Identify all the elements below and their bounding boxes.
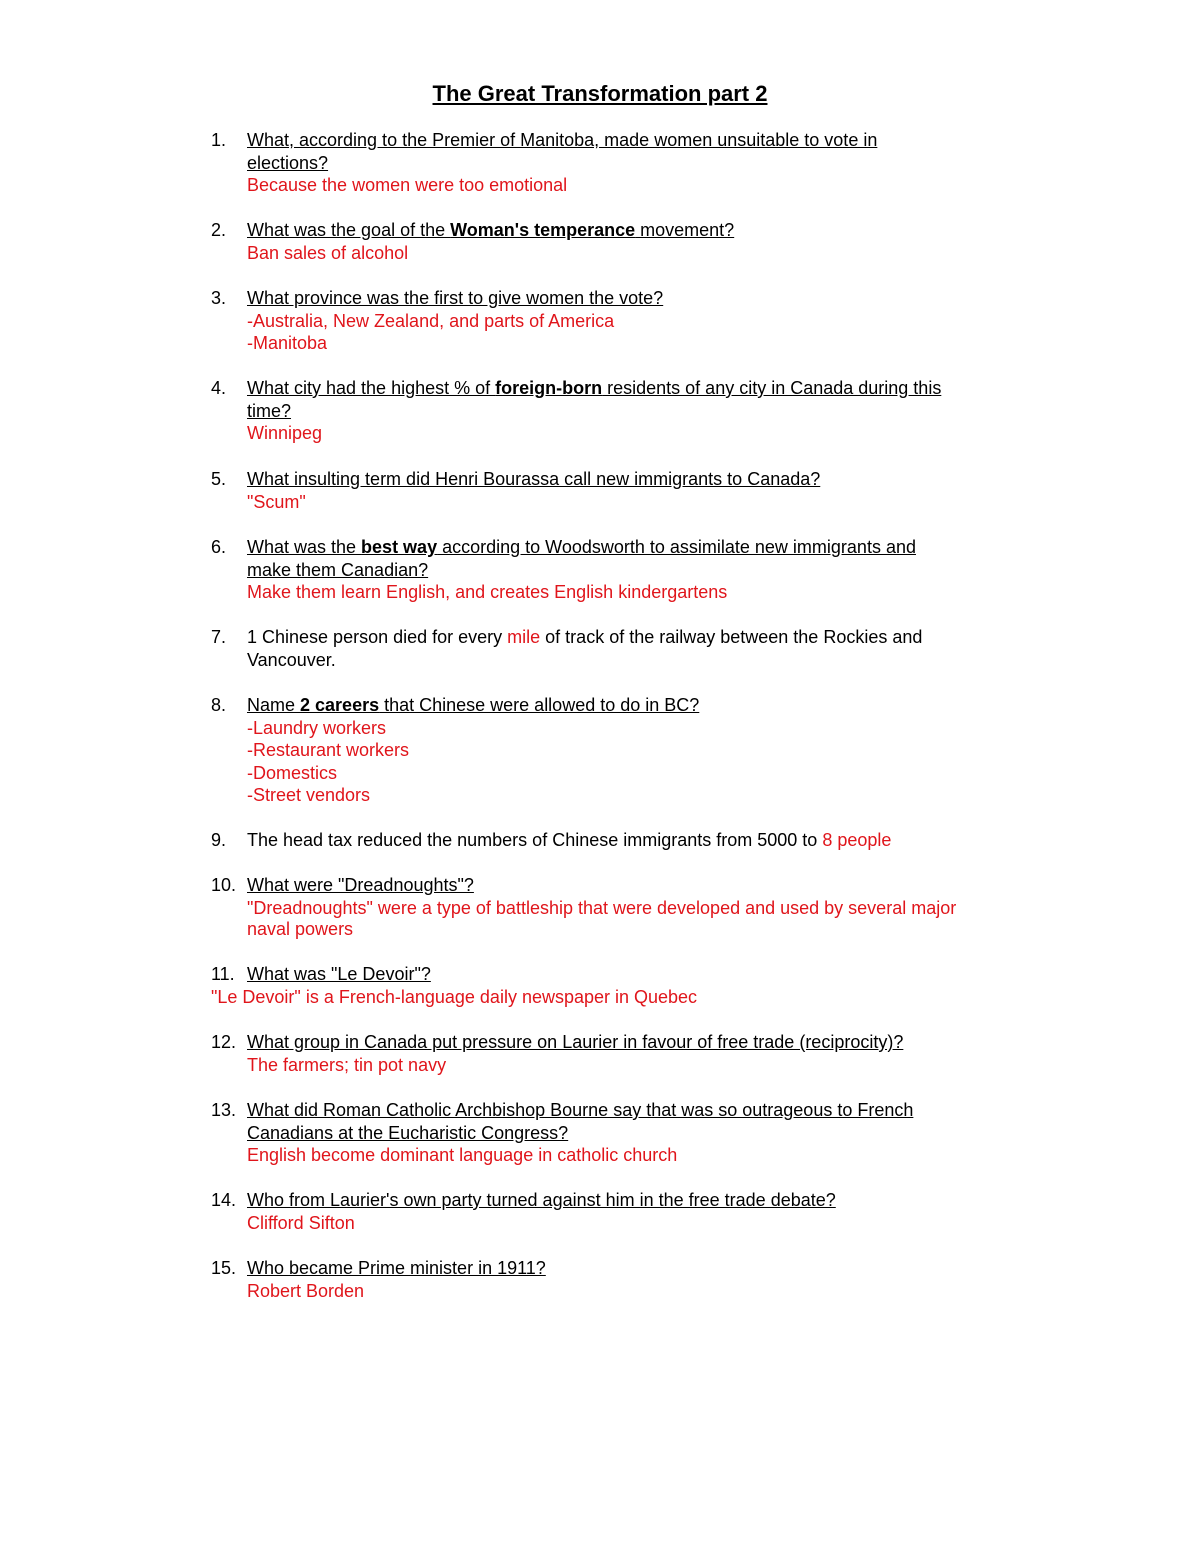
question-emphasis: best way bbox=[361, 537, 438, 557]
statement-text-cont: Vancouver. bbox=[247, 649, 336, 670]
question-number: 13. bbox=[211, 1100, 237, 1120]
question-text: What insulting term did Henri Bourassa call new immigrants to Canada? bbox=[247, 469, 821, 489]
question-number: 5. bbox=[211, 469, 227, 489]
question-number: 11. bbox=[211, 964, 235, 984]
question-number: 6. bbox=[211, 537, 227, 557]
answer-text: -Australia, New Zealand, and parts of America bbox=[247, 310, 615, 331]
answer-inline: mile bbox=[507, 627, 541, 647]
question-text: Who became Prime minister in 1911? bbox=[247, 1258, 546, 1278]
question-text-cont: time? bbox=[247, 400, 292, 421]
question-text: Who from Laurier's own party turned against him in the free trade debate? bbox=[247, 1190, 836, 1210]
question-number: 3. bbox=[211, 288, 227, 308]
answer-text: Ban sales of alcohol bbox=[247, 242, 409, 263]
answer-inline: 8 people bbox=[822, 830, 892, 850]
answer-text: naval powers bbox=[247, 919, 354, 939]
question-text-cont: make them Canadian? bbox=[247, 559, 429, 580]
answer-text: "Le Devoir" is a French-language daily newspaper in Quebec bbox=[211, 987, 698, 1007]
answer-text: -Manitoba bbox=[247, 333, 328, 353]
answer-text: The farmers; tin pot navy bbox=[247, 1054, 447, 1075]
answer-text: -Street vendors bbox=[247, 785, 371, 805]
question-text: What was the goal of the Woman's temperance movement? bbox=[247, 220, 735, 240]
question-number: 2. bbox=[211, 220, 227, 240]
question-text-cont: elections? bbox=[247, 152, 329, 173]
question-number: 8. bbox=[211, 695, 227, 715]
answer-text: English become dominant language in catholic church bbox=[247, 1145, 678, 1165]
question-text-cont: Canadians at the Eucharistic Congress? bbox=[247, 1122, 569, 1143]
document-title: The Great Transformation part 2 bbox=[432, 81, 768, 106]
answer-text: Make them learn English, and creates English kindergartens bbox=[247, 582, 728, 602]
answer-text: Clifford Sifton bbox=[247, 1212, 355, 1233]
question-number: 14. bbox=[211, 1190, 237, 1210]
answer-text: -Laundry workers bbox=[247, 717, 387, 738]
question-number: 9. bbox=[211, 830, 227, 850]
question-text: Name 2 careers that Chinese were allowed to do in BC? bbox=[247, 695, 700, 715]
question-number: 12. bbox=[211, 1032, 237, 1052]
question-number: 10. bbox=[211, 875, 237, 895]
question-text: What did Roman Catholic Archbishop Bourne say that was so outrageous to French bbox=[247, 1100, 914, 1120]
question-emphasis: 2 careers bbox=[300, 695, 380, 715]
answer-text: Because the women were too emotional bbox=[247, 175, 568, 195]
question-number: 4. bbox=[211, 378, 227, 398]
question-text: What city had the highest % of foreign-born residents of any city in Canada during this bbox=[247, 378, 942, 398]
question-text: What were "Dreadnoughts"? bbox=[247, 875, 474, 895]
statement-text: The head tax reduced the numbers of Chinese immigrants from 5000 to 8 people bbox=[247, 830, 892, 850]
question-text: What province was the first to give women the vote? bbox=[247, 288, 664, 308]
question-text: What was "Le Devoir"? bbox=[247, 964, 431, 984]
answer-text: Winnipeg bbox=[247, 423, 323, 443]
question-number: 1. bbox=[211, 130, 227, 150]
question-text: What, according to the Premier of Manitoba, made women unsuitable to vote in bbox=[247, 130, 878, 150]
question-emphasis: foreign-born bbox=[495, 378, 603, 398]
statement-text: 1 Chinese person died for every mile of track of the railway between the Rockies and bbox=[247, 627, 923, 647]
answer-text: Robert Borden bbox=[247, 1280, 365, 1301]
question-number: 15. bbox=[211, 1258, 237, 1278]
question-number: 7. bbox=[211, 627, 227, 647]
answer-text: "Dreadnoughts" were a type of battleship that were developed and used by several major bbox=[247, 897, 957, 918]
answer-text: "Scum" bbox=[247, 491, 306, 512]
question-emphasis: Woman's temperance bbox=[450, 220, 636, 240]
answer-text: -Restaurant workers bbox=[247, 740, 410, 760]
answer-text: -Domestics bbox=[247, 762, 338, 783]
question-text: What was the best way according to Woodsworth to assimilate new immigrants and bbox=[247, 537, 916, 557]
question-text: What group in Canada put pressure on Laurier in favour of free trade (reciprocity)? bbox=[247, 1032, 904, 1052]
